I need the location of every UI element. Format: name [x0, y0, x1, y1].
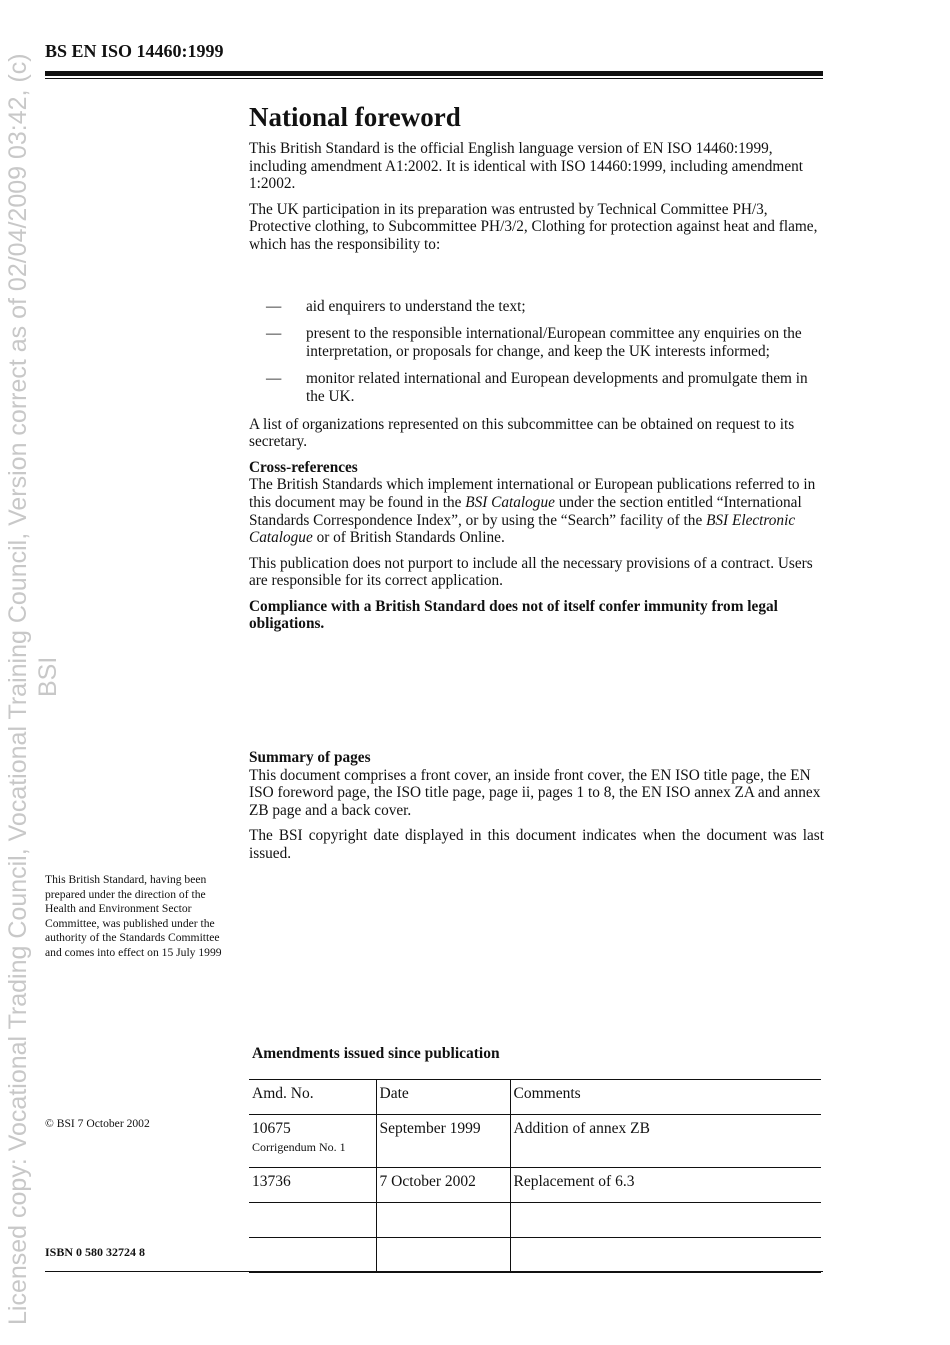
summary-of-pages-paragraph: This document comprises a front cover, an inside front cover, the EN ISO title page, the EN ISO foreword page, the ISO title page, page ii, pages 1 to 8, the EN ISO annex ZA and annex ZB page and a back cover. [249, 766, 821, 819]
responsibility-text: aid enquirers to understand the text; [306, 297, 526, 315]
date-cell [376, 1238, 510, 1273]
date-cell: 7 October 2002 [376, 1168, 510, 1203]
watermark-line-1: Licensed copy: Vocational Trading Council, Vocational Training Council, Version correct as of 02/04/2009 03:42, (c) [4, 53, 32, 1325]
responsibility-item-2 [249, 325, 824, 360]
comments-cell [510, 1203, 821, 1238]
bullet-dash: — [266, 297, 282, 315]
cross-references-paragraph: The British Standards which implement international or European publications referred to in this document may be found in the BSI Catalogue under the section entitled “International Standards Correspondence Index”, or by using the “Search” facility of the BSI Electronic Catalogue or of British Standards Online. [249, 476, 816, 547]
watermark-line-2: BSI [34, 656, 62, 697]
summary-of-pages-heading: Summary of pages [249, 749, 371, 767]
responsibility-item-1 [249, 298, 824, 316]
table-row [249, 1238, 821, 1273]
comments-cell: Replacement of 6.3 [510, 1168, 821, 1203]
responsibility-text: present to the responsible international/European committee any enquiries on the interpretation, or proposals for change, and keep the UK interests informed; [306, 325, 802, 360]
column-header-amd-no: Amd. No. [249, 1080, 376, 1115]
national-foreword [249, 100, 824, 871]
comments-cell [510, 1238, 821, 1273]
corrigendum-label: Corrigendum No. 1 [252, 1140, 346, 1154]
column-header-comments: Comments [510, 1080, 821, 1115]
table-row [249, 1168, 821, 1203]
organizations-paragraph: A list of organizations represented on this subcommittee can be obtained on request to its secretary. [249, 415, 795, 451]
isbn-number: ISBN 0 580 32724 8 [45, 1245, 146, 1259]
page-title: National foreword [249, 102, 461, 132]
licensed-copy-watermark [3, 53, 63, 1325]
amd-number-cell [249, 1238, 376, 1273]
table-row [249, 1115, 821, 1168]
amd-number-cell [249, 1203, 376, 1238]
comments-cell: Addition of annex ZB [510, 1115, 821, 1168]
compliance-statement: Compliance with a British Standard does not of itself confer immunity from legal obligations. [249, 597, 778, 633]
table-header-row [249, 1080, 821, 1115]
cross-references-heading: Cross-references [249, 458, 358, 476]
document-id-header: BS EN ISO 14460:1999 [45, 41, 224, 61]
responsibility-text: monitor related international and European developments and promulgate them in the UK. [306, 370, 808, 405]
header-rule-thick [45, 71, 823, 76]
bullet-dash: — [266, 325, 282, 343]
date-cell [376, 1203, 510, 1238]
footer-rule [45, 1271, 823, 1272]
participation-paragraph: The UK participation in its preparation was entrusted by Technical Committee PH/3, Protective clothing, to Subcommittee PH/3/2, Clothing for protection against heat and flame, which has the responsibility to: [249, 200, 818, 253]
bsi-catalogue-title: BSI Catalogue [465, 493, 555, 511]
table-row [249, 1203, 821, 1238]
amd-number-cell: 13736 [249, 1168, 376, 1203]
provisions-paragraph: This publication does not purport to include all the necessary provisions of a contract. Users are responsible for its correct application. [249, 554, 813, 590]
amendments-table [249, 1079, 821, 1273]
copyright-date-paragraph: The BSI copyright date displayed in this document indicates when the document was last issued. [249, 827, 824, 863]
publication-note: This British Standard, having been prepared under the direction of the Health and Environment Sector Committee, was published under the authority of the Standards Committee and comes into effect on 15 July 1999 [45, 873, 222, 959]
date-cell: September 1999 [376, 1115, 510, 1168]
header-rule-thin [45, 78, 823, 79]
bullet-dash: — [266, 370, 282, 388]
column-header-date: Date [376, 1080, 510, 1115]
amd-number-cell: 10675 Corrigendum No. 1 [249, 1115, 376, 1168]
responsibility-item-3 [249, 370, 824, 405]
amendments-title: Amendments issued since publication [252, 1045, 500, 1062]
intro-paragraph: This British Standard is the official English language version of EN ISO 14460:1999, including amendment A1:2002. It is identical with ISO 14460:1999, including amendment 1:2002. [249, 140, 804, 193]
bsi-electronic-catalogue-title: BSI Electronic Catalogue [249, 511, 796, 547]
bsi-copyright: © BSI 7 October 2002 [45, 1117, 150, 1130]
